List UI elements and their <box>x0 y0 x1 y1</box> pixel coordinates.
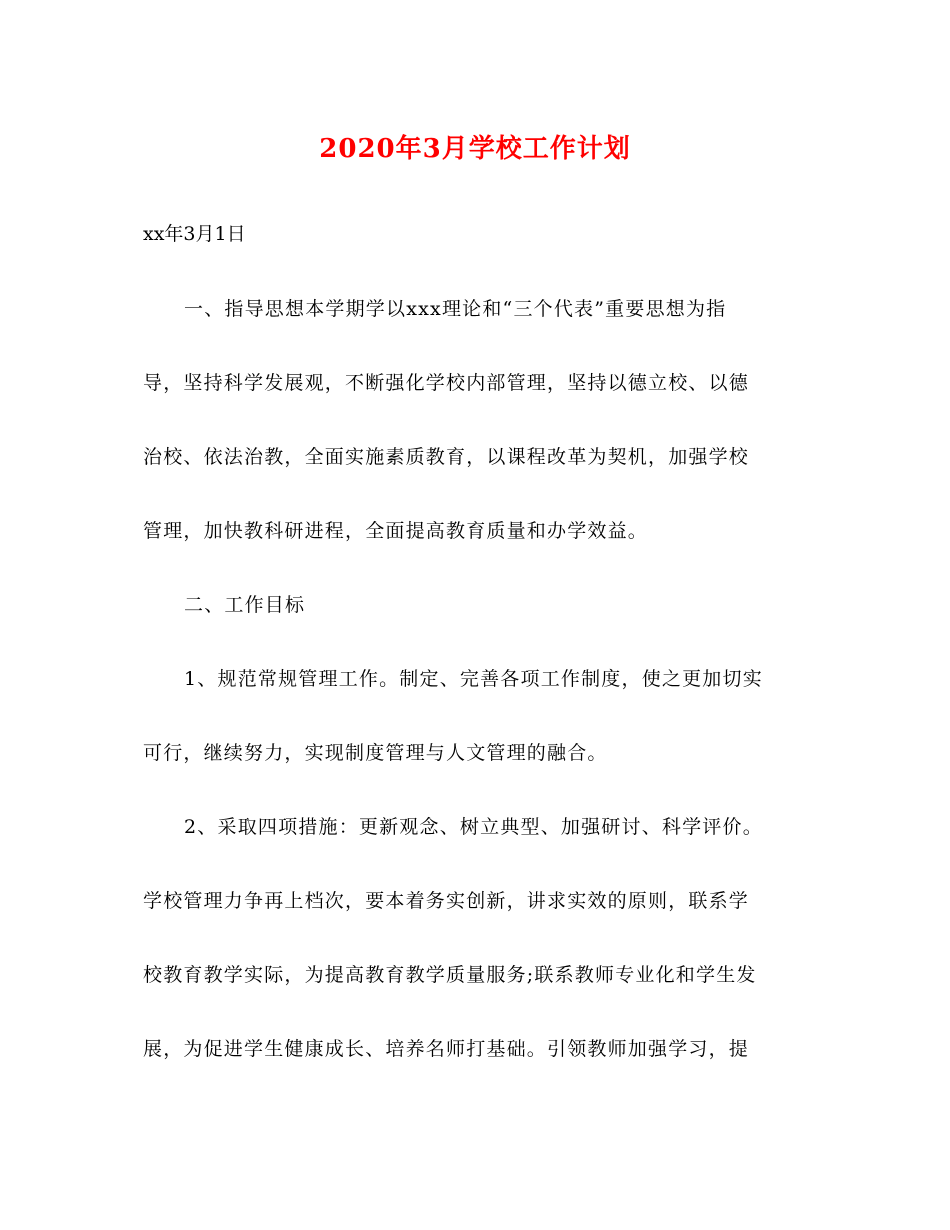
document-title: 2020年3月学校工作计划 <box>319 134 631 164</box>
paragraph-line: 管理，加快教科研进程，全面提高教育质量和办学效益。 <box>143 520 649 542</box>
paragraph-line: 2、采取四项措施：更新观念、树立典型、加强研讨、科学评价。 <box>184 816 763 838</box>
paragraph-line: 1、规范常规管理工作。制定、完善各项工作制度，使之更加切实 <box>184 668 763 690</box>
paragraph-line: 导，坚持科学发展观，不断强化学校内部管理，坚持以德立校、以德 <box>143 372 750 394</box>
paragraph-line: 展，为促进学生健康成长、培养名师打基础。引领教师加强学习，提 <box>143 1038 750 1060</box>
paragraph-line: 学校管理力争再上档次，要本着务实创新，讲求实效的原则，联系学 <box>143 890 750 912</box>
section-heading: 二、工作目标 <box>184 594 306 616</box>
paragraph-line: 可行，继续努力，实现制度管理与人文管理的融合。 <box>143 742 608 764</box>
paragraph-line: 一、指导思想本学期学以xxx理论和“三个代表”重要思想为指 <box>184 298 727 320</box>
document-date: xx年3月1日 <box>143 223 246 245</box>
paragraph-line: 校教育教学实际，为提高教育教学质量服务;联系教师专业化和学生发 <box>143 964 757 986</box>
paragraph-line: 治校、依法治教，全面实施素质教育，以课程改革为契机，加强学校 <box>143 446 750 468</box>
